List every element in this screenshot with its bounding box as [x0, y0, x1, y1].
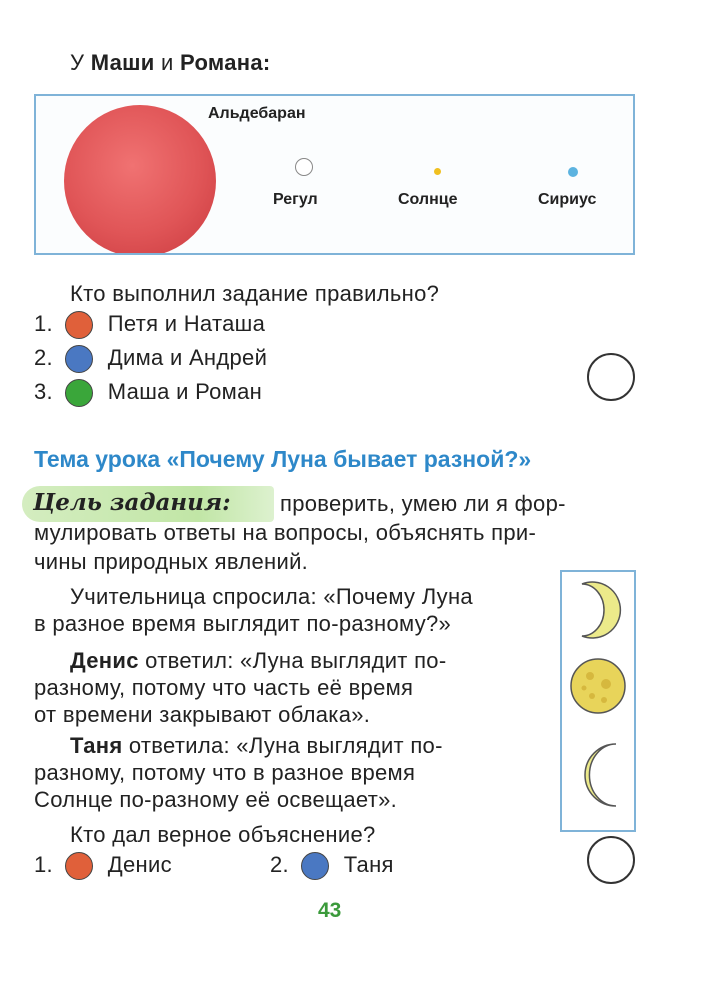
tanya-line1: [70, 733, 443, 759]
full-moon-icon: [571, 659, 625, 713]
sirius-star-icon: [568, 167, 578, 177]
option-label: Таня: [343, 852, 394, 877]
denis-line1: [70, 648, 446, 674]
sun-label: Солнце: [398, 191, 458, 208]
option-label: Петя и Наташа: [107, 311, 266, 336]
option-number: 1.: [34, 311, 53, 336]
question2-option-1[interactable]: [34, 852, 172, 880]
crescent-left-icon: [585, 744, 616, 806]
option-number: 1.: [34, 852, 53, 877]
tanya-line1-rest: ответила: «Луна выглядит по-: [128, 733, 443, 758]
denis-name: Денис: [70, 648, 139, 673]
teacher-line2: в разное время выглядит по-разному?»: [34, 611, 452, 636]
crescent-right-icon: [582, 582, 620, 638]
star-panel: [34, 94, 635, 255]
denis-line3: от времени закрывают облака».: [34, 702, 371, 727]
answer-circle-2[interactable]: [587, 836, 635, 884]
aldebaran-star-icon: [64, 105, 216, 255]
question1-option-1[interactable]: [34, 311, 265, 339]
section-heading: [70, 50, 271, 76]
question1-option-3[interactable]: [34, 379, 262, 407]
page-number: 43: [318, 899, 342, 922]
heading-conj: и: [161, 50, 174, 75]
goal-line3: чины природных явлений.: [34, 549, 309, 574]
blue-dot-icon: [301, 852, 329, 880]
blue-dot-icon: [65, 345, 93, 373]
question1-option-2[interactable]: [34, 345, 267, 373]
denis-line2: разному, потому что часть её время: [34, 675, 414, 700]
option-label: Дима и Андрей: [107, 345, 268, 370]
green-dot-icon: [65, 379, 93, 407]
option-number: 3.: [34, 379, 53, 404]
regulus-star-icon: [295, 158, 313, 176]
goal-line1: проверить, умею ли я фор-: [280, 491, 566, 516]
option-number: 2.: [34, 345, 53, 370]
heading-prefix: У: [70, 50, 85, 75]
aldebaran-label: Альдебаран: [208, 105, 306, 122]
heading-name1: Маши: [90, 50, 155, 75]
denis-line1-rest: ответил: «Луна выглядит по-: [145, 648, 447, 673]
tanya-line3: Солнце по-разному её освещает».: [34, 787, 398, 812]
moon-phases-svg: [562, 572, 634, 830]
orange-dot-icon: [65, 311, 93, 339]
question2-option-2[interactable]: [270, 852, 394, 880]
option-label: Денис: [107, 852, 172, 877]
tanya-line2: разному, потому что в разное время: [34, 760, 416, 785]
option-number: 2.: [270, 852, 289, 877]
answer-circle-1[interactable]: [587, 353, 635, 401]
goal-label: Цель задания:: [33, 489, 231, 516]
option-label: Маша и Роман: [107, 379, 263, 404]
orange-dot-icon: [65, 852, 93, 880]
heading-name2: Романа:: [180, 50, 271, 75]
sun-star-icon: [434, 168, 441, 175]
topic-title: Тема урока «Почему Луна бывает разной?»: [34, 446, 532, 472]
goal-line2: мулировать ответы на вопросы, объяснять при-: [34, 520, 537, 545]
question1-prompt: Кто выполнил задание правильно?: [70, 281, 440, 306]
regulus-label: Регул: [273, 191, 318, 208]
moon-phases-panel: [560, 570, 636, 832]
question2-prompt: Кто дал верное объяснение?: [70, 822, 376, 847]
sirius-label: Сириус: [538, 191, 597, 208]
teacher-line1: Учительница спросила: «Почему Луна: [70, 584, 473, 609]
tanya-name: Таня: [70, 733, 123, 758]
